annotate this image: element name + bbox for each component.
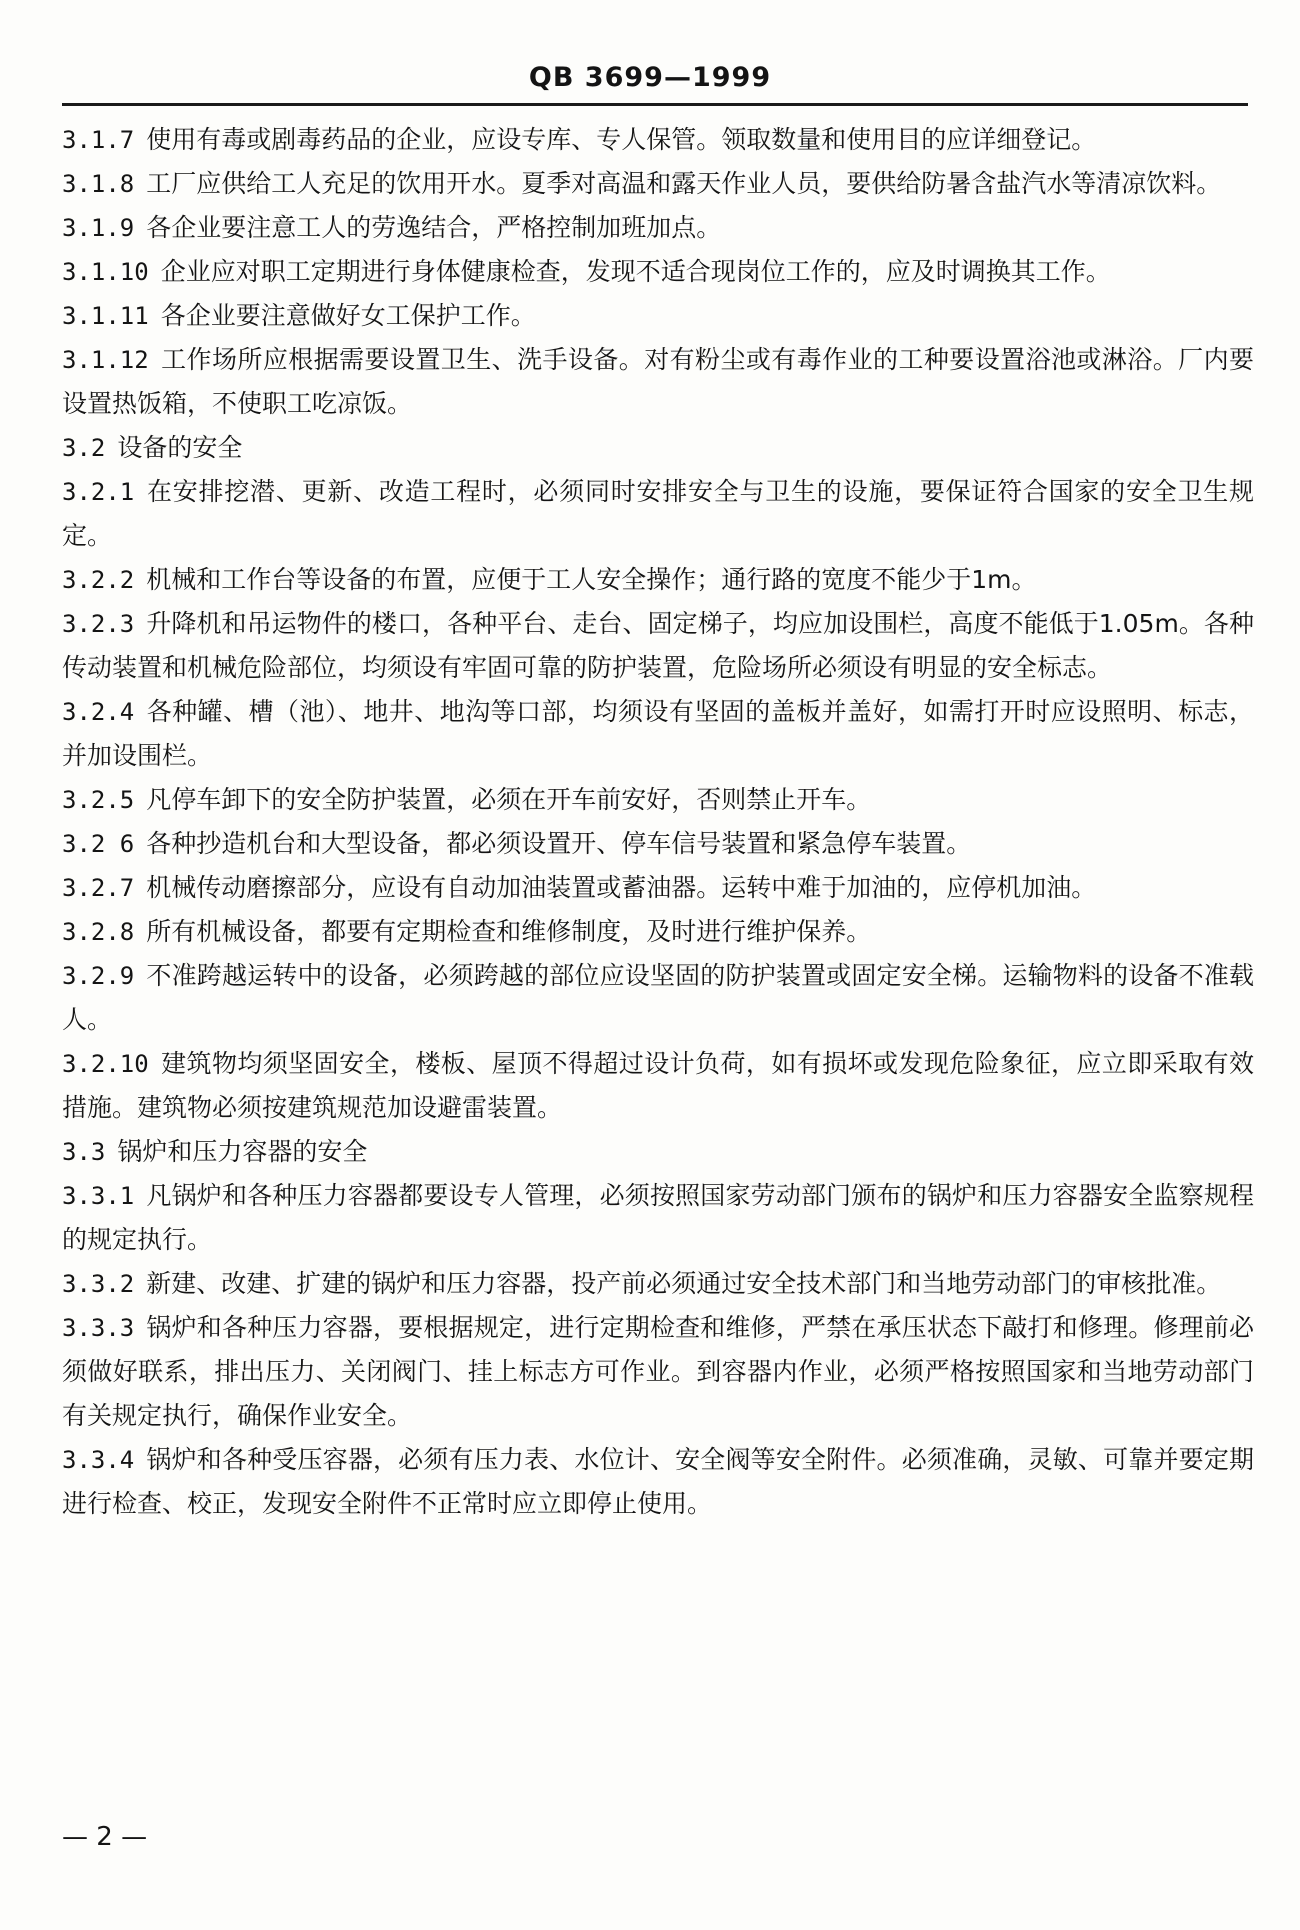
clause-text: 凡锅炉和各种压力容器都要设专人管理，必须按照国家劳动部门颁布的锅炉和压力容器安全监察规程的规定执行。 — [62, 1181, 1254, 1254]
clause-3-1-12 — [62, 338, 1254, 426]
clause-text: 建筑物均须坚固安全，楼板、屋顶不得超过设计负荷，如有损坏或发现危险象征，应立即采取有效措施。建筑物必须按建筑规范加设避雷装置。 — [62, 1049, 1254, 1122]
clause-text: 新建、改建、扩建的锅炉和压力容器，投产前必须通过安全技术部门和当地劳动部门的审核批准。 — [146, 1269, 1222, 1298]
clause-number: 3.2.4 — [62, 698, 135, 726]
clause-3-1-9 — [62, 206, 1254, 250]
clause-3-1-11 — [62, 294, 1254, 338]
clause-3-2-4 — [62, 690, 1254, 778]
clause-number: 3.3.3 — [62, 1314, 135, 1342]
clause-text: 凡停车卸下的安全防护装置，必须在开车前安好，否则禁止开车。 — [146, 785, 872, 814]
section-title: 锅炉和压力容器的安全 — [117, 1137, 368, 1166]
clause-number: 3.1.9 — [62, 214, 135, 242]
clause-3-3-4 — [62, 1438, 1254, 1526]
clause-text: 锅炉和各种压力容器，要根据规定，进行定期检查和维修，严禁在承压状态下敲打和修理。修理前必须做好联系，排出压力、关闭阀门、挂上标志方可作业。到容器内作业，必须严格按照国家和当地劳动部门有关规定执行，确保作业安全。 — [62, 1313, 1254, 1430]
clause-text: 机械传动磨擦部分，应设有自动加油装置或蓄油器。运转中难于加油的，应停机加油。 — [146, 873, 1097, 902]
header-rule — [62, 103, 1248, 106]
clause-3-2-10 — [62, 1042, 1254, 1130]
clause-number: 3.2.5 — [62, 786, 135, 814]
section-number: 3.2 — [62, 434, 106, 462]
clause-text: 工厂应供给工人充足的饮用开水。夏季对高温和露天作业人员，要供给防暑含盐汽水等清凉饮料。 — [146, 169, 1222, 198]
section-heading-3-3 — [62, 1130, 1254, 1174]
clause-number: 3.1.12 — [62, 346, 149, 374]
clause-text: 不准跨越运转中的设备，必须跨越的部位应设坚固的防护装置或固定安全梯。运输物料的设备不准载人。 — [62, 961, 1254, 1034]
clause-text: 工作场所应根据需要设置卫生、洗手设备。对有粉尘或有毒作业的工种要设置浴池或淋浴。厂内要设置热饭箱，不使职工吃凉饭。 — [62, 345, 1254, 418]
clause-text: 机械和工作台等设备的布置，应便于工人安全操作；通行路的宽度不能少于1m。 — [146, 565, 1037, 594]
clause-number: 3.1.7 — [62, 126, 135, 154]
clause-text: 各种抄造机台和大型设备，都必须设置开、停车信号装置和紧急停车装置。 — [146, 829, 972, 858]
clause-number: 3.3.2 — [62, 1270, 135, 1298]
clause-number: 3.2.3 — [62, 610, 135, 638]
clause-text: 所有机械设备，都要有定期检查和维修制度，及时进行维护保养。 — [146, 917, 872, 946]
clause-3-3-2 — [62, 1262, 1254, 1306]
clause-number: 3.2.1 — [62, 478, 135, 506]
clause-text: 锅炉和各种受压容器，必须有压力表、水位计、安全阀等安全附件。必须准确，灵敏、可靠并要定期进行检查、校正，发现安全附件不正常时应立即停止使用。 — [62, 1445, 1254, 1518]
clause-3-2-1 — [62, 470, 1254, 558]
clause-text: 各企业要注意工人的劳逸结合，严格控制加班加点。 — [146, 213, 722, 242]
clause-3-2-9 — [62, 954, 1254, 1042]
clause-text: 使用有毒或剧毒药品的企业，应设专库、专人保管。领取数量和使用目的应详细登记。 — [146, 125, 1097, 154]
clause-3-2-7 — [62, 866, 1254, 910]
standard-code-header: QB 3699—1999 — [528, 62, 772, 93]
clause-number: 3.1.8 — [62, 170, 135, 198]
clause-3-2-2 — [62, 558, 1254, 602]
clause-number: 3.3.4 — [62, 1446, 135, 1474]
clause-number: 3.2.10 — [62, 1050, 149, 1078]
clause-3-3-3 — [62, 1306, 1254, 1438]
clause-number: 3.1.10 — [62, 258, 149, 286]
clause-number: 3.2 6 — [62, 830, 135, 858]
clause-3-2-5 — [62, 778, 1254, 822]
clause-number: 3.3.1 — [62, 1182, 135, 1210]
clause-3-2-3 — [62, 602, 1254, 690]
section-title: 设备的安全 — [117, 433, 243, 462]
clause-3-3-1 — [62, 1174, 1254, 1262]
clause-text: 企业应对职工定期进行身体健康检查，发现不适合现岗位工作的，应及时调换其工作。 — [160, 257, 1111, 286]
clause-3-1-8 — [62, 162, 1254, 206]
clause-number: 3.2.9 — [62, 962, 135, 990]
clause-number: 3.2.8 — [62, 918, 135, 946]
clause-3-1-7 — [62, 118, 1254, 162]
clause-text: 各种罐、槽（池）、地井、地沟等口部，均须设有坚固的盖板并盖好，如需打开时应设照明、标志，并加设围栏。 — [62, 697, 1254, 770]
clause-number: 3.2.2 — [62, 566, 135, 594]
clause-3-2-6 — [62, 822, 1254, 866]
document-body — [62, 118, 1254, 1526]
clause-3-2-8 — [62, 910, 1254, 954]
clause-text: 在安排挖潜、更新、改造工程时，必须同时安排安全与卫生的设施，要保证符合国家的安全卫生规定。 — [62, 477, 1254, 550]
clause-text: 升降机和吊运物件的楼口，各种平台、走台、固定梯子，均应加设围栏，高度不能低于1.05m。各种传动装置和机械危险部位，均须设有牢固可靠的防护装置，危险场所必须设有明显的安全标志。 — [62, 609, 1254, 682]
clause-number: 3.2.7 — [62, 874, 135, 902]
section-number: 3.3 — [62, 1138, 106, 1166]
clause-3-1-10 — [62, 250, 1254, 294]
clause-text: 各企业要注意做好女工保护工作。 — [160, 301, 536, 330]
page-number: — 2 — — [62, 1822, 148, 1852]
section-heading-3-2 — [62, 426, 1254, 470]
clause-number: 3.1.11 — [62, 302, 149, 330]
